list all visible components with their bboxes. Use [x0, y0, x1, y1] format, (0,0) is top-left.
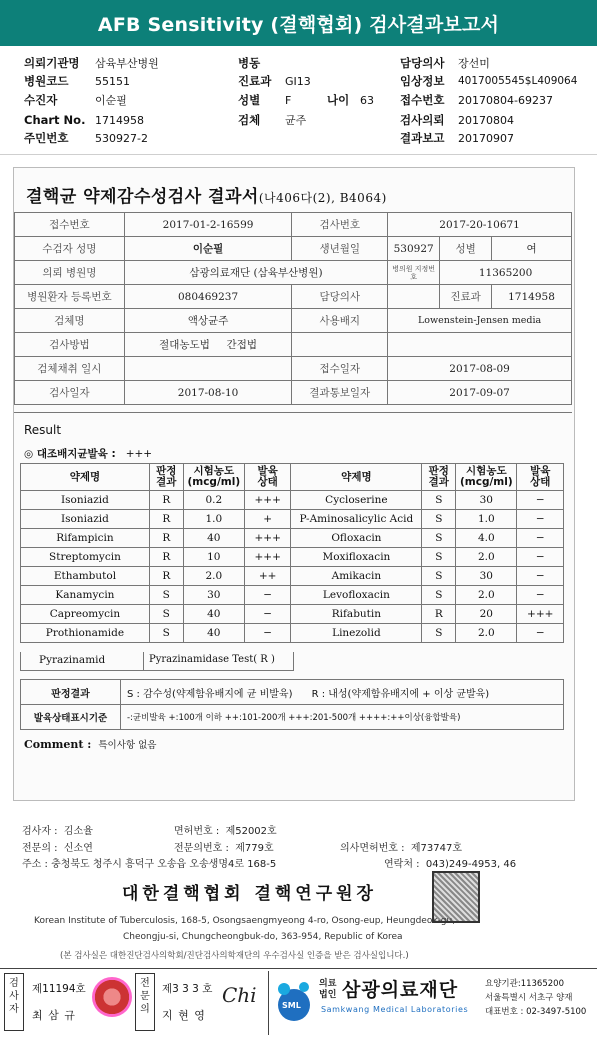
cell: 성별 [440, 237, 492, 261]
drug-result: S [422, 567, 456, 586]
brand-name: 삼광의료재단 [342, 979, 459, 1001]
specialist-license-value: 제779호 [235, 843, 274, 854]
cell: 검사일자 [15, 381, 125, 405]
drug-result: S [422, 586, 456, 605]
chart-value: 1714958 [95, 114, 144, 127]
comment [24, 737, 156, 751]
drug-name: Isoniazid [21, 491, 150, 510]
drug-concentration: 40 [183, 624, 244, 643]
spec-vertical-text: 전문의 [140, 978, 150, 1015]
drug-name: Linezolid [291, 624, 422, 643]
brand-address: 서울특별시 서초구 양재 [485, 993, 573, 1003]
specialist-license-line [174, 839, 274, 854]
drug-concentration: 2.0 [456, 548, 517, 567]
pyrazinamid-row [20, 652, 294, 671]
drug-name: Rifampicin [21, 529, 150, 548]
drug-growth: ++ [244, 567, 290, 586]
drug-result: R [149, 529, 183, 548]
col-judge-2: 결과 [156, 476, 177, 488]
examiner-vertical-label [4, 973, 24, 1031]
judge-s: S : 감수성(약제함유배지에 균 비발육) [127, 688, 293, 700]
specialist-line [22, 839, 93, 854]
cell: Lowenstein-Jensen media [388, 309, 572, 333]
address-label: 주소 : [22, 859, 48, 870]
cell: 진료과 [440, 285, 492, 309]
col-growth-2col [517, 464, 564, 491]
specialist-name: 신소연 [63, 843, 93, 854]
drug-concentration: 30 [456, 567, 517, 586]
table-row [21, 510, 564, 529]
cell: 여 [492, 237, 572, 261]
legend-table [20, 679, 564, 730]
pyr-name: Pyrazinamid [39, 654, 106, 666]
col-judge-2col [422, 464, 456, 491]
brand-corp-1: 의료 [319, 979, 337, 989]
cell [292, 333, 388, 357]
drug-growth: − [517, 567, 564, 586]
cell: 2017-20-10671 [388, 213, 572, 237]
drug-result: S [422, 624, 456, 643]
col-conc-1b: 시험농도 [466, 465, 507, 477]
col-judge [149, 464, 183, 491]
judge-r: R : 내성(약제함유배지에 + 이상 균발육) [311, 688, 490, 700]
code-label: 병원코드 [24, 74, 69, 88]
cell: 검사방법 [15, 333, 125, 357]
table-row [15, 237, 572, 261]
drug-result: S [149, 586, 183, 605]
age-label: 나이 [327, 93, 350, 107]
drug-concentration: 2.0 [183, 567, 244, 586]
drug-name: Cycloserine [291, 491, 422, 510]
col-drug-2: 약제명 [291, 464, 422, 491]
drug-result: R [422, 605, 456, 624]
drug-name: Amikacin [291, 567, 422, 586]
doc-title [26, 182, 387, 207]
code-value: 55151 [95, 75, 130, 88]
drug-growth: − [244, 624, 290, 643]
address-value: 충청북도 청주시 흥덕구 오송읍 오송생명4로 168-5 [51, 859, 277, 870]
cell [124, 357, 292, 381]
table-row [21, 567, 564, 586]
footer [0, 968, 597, 1039]
patient-value: 이순필 [95, 94, 127, 107]
table-row [15, 357, 572, 381]
judge-label: 판정결과 [21, 680, 121, 705]
institute-name: 대한결핵협회 결핵연구원장 [122, 884, 377, 904]
chart-label: Chart No. [24, 113, 86, 127]
cell: 병원환자 등록번호 [15, 285, 125, 309]
table-row [15, 285, 572, 309]
drug-name: Kanamycin [21, 586, 150, 605]
cell: 검체채취 일시 [15, 357, 125, 381]
header-table [14, 212, 572, 405]
drug-result: S [422, 510, 456, 529]
cell: 사용배지 [292, 309, 388, 333]
drug-name: Moxifloxacin [291, 548, 422, 567]
pyr-test: Pyrazinamidase Test( R ) [149, 654, 275, 665]
doctor-license-value: 제73747호 [410, 843, 463, 854]
cell: 2017-01-2-16599 [124, 213, 292, 237]
specialist-name: 지 현 영 [162, 1009, 206, 1022]
drug-name: P-Aminosalicylic Acid [291, 510, 422, 529]
report-title-bar [0, 0, 597, 46]
drug-growth: +++ [244, 529, 290, 548]
examiner-name: 최 삼 규 [32, 1009, 76, 1022]
col-growth-2: 상태 [257, 476, 278, 488]
col-judge-1: 판정 [156, 465, 177, 477]
comment-label: Comment : [24, 738, 92, 751]
resident-label: 주민번호 [24, 131, 69, 145]
result-title: Result [24, 423, 62, 437]
control-label: ◎ 대조배지균발육 : [24, 448, 116, 460]
examiner-number: 제11194호 [32, 983, 86, 995]
clinical-label: 임상정보 [400, 74, 445, 88]
cell: 2017-08-09 [388, 357, 572, 381]
hospital-value: 삼육부산병원 [95, 57, 159, 70]
comment-value: 특이사항 없음 [98, 740, 157, 751]
drug-growth: +++ [244, 491, 290, 510]
col-conc [183, 464, 244, 491]
institute-address-en-1: Korean Institute of Tuberculosis, 168-5, Osongsaengmyeong 4-ro, Osong-eup, Heungdeok-gu, [34, 916, 456, 926]
control-value: +++ [125, 448, 153, 460]
table-row [21, 491, 564, 510]
specialist-signature: Chi [222, 983, 257, 1007]
drug-concentration: 20 [456, 605, 517, 624]
drug-name: Capreomycin [21, 605, 150, 624]
drug-concentration: 1.0 [183, 510, 244, 529]
col-growth-1: 발육 [257, 465, 278, 477]
drug-concentration: 10 [183, 548, 244, 567]
result-section [14, 412, 572, 801]
license-value: 제52002호 [225, 826, 277, 837]
doc-title-code: (나406다(2), B4064) [258, 191, 387, 205]
drug-concentration: 2.0 [456, 624, 517, 643]
doctor-value: 장선미 [458, 57, 490, 70]
divider [143, 652, 144, 670]
method-2: 간접법 [226, 339, 257, 351]
drug-result: S [422, 548, 456, 567]
drug-result: S [149, 605, 183, 624]
table-row [21, 680, 564, 705]
drug-growth: − [244, 586, 290, 605]
cell: 검체명 [15, 309, 125, 333]
doc-title-main: 결핵균 약제감수성검사 결과서 [26, 187, 259, 207]
dept-value: GI13 [285, 75, 311, 88]
cell: 수검자 성명 [15, 237, 125, 261]
drug-growth: − [517, 529, 564, 548]
sml-logo-icon [272, 977, 316, 1027]
cell: 의뢰 병원명 [15, 261, 125, 285]
drug-concentration: 1.0 [456, 510, 517, 529]
sml-text: SML [282, 1001, 301, 1010]
dept-label: 진료과 [238, 74, 272, 88]
cell: 080469237 [124, 285, 292, 309]
drug-rows [21, 491, 564, 643]
clinical-value: 4017005545$L409064 [458, 75, 578, 87]
method-1: 절대농도법 [159, 339, 210, 351]
table-row [15, 381, 572, 405]
receipt-label: 접수번호 [400, 93, 445, 107]
col-drug: 약제명 [21, 464, 150, 491]
cell: 생년월일 [292, 237, 388, 261]
col-growth-1b: 발육 [530, 465, 551, 477]
table-row [21, 605, 564, 624]
drug-concentration: 40 [183, 605, 244, 624]
drug-name: Ethambutol [21, 567, 150, 586]
drug-name: Prothionamide [21, 624, 150, 643]
drug-growth: + [244, 510, 290, 529]
hospital-label: 의뢰기관명 [24, 56, 80, 70]
cell: 접수일자 [292, 357, 388, 381]
table-row [21, 705, 564, 730]
doctor-license-line [340, 839, 462, 854]
specimen-label: 검체 [238, 113, 261, 127]
specialist-label: 전문의 : [22, 843, 58, 854]
brand-code: 요양기관:11365200 [485, 979, 564, 989]
judge-values [121, 680, 564, 705]
col-conc-2b: (mcg/ml) [459, 476, 513, 488]
drug-result: S [422, 529, 456, 548]
examiner-label: 검사자 : [22, 826, 58, 837]
receipt-value: 20170804-69237 [458, 94, 553, 107]
cell: 병의원 지정번호 [388, 261, 440, 285]
drug-name: Streptomycin [21, 548, 150, 567]
drug-growth: +++ [244, 548, 290, 567]
cell: 담당의사 [292, 285, 388, 309]
examiner-name: 김소율 [63, 826, 93, 837]
drug-concentration: 30 [183, 586, 244, 605]
cell: 액상균주 [124, 309, 292, 333]
table-row [15, 309, 572, 333]
growth-label: 발육상태표시기준 [21, 705, 121, 730]
col-judge-2b: 결과 [428, 476, 449, 488]
drug-growth: − [244, 605, 290, 624]
drug-result: R [149, 510, 183, 529]
specialist-vertical-label [135, 973, 155, 1031]
address-line [22, 855, 276, 870]
drug-growth: +++ [517, 605, 564, 624]
tel-label: 연락처 : [384, 859, 420, 870]
cell: 검사번호 [292, 213, 388, 237]
sensitivity-table [20, 463, 564, 643]
request-label: 검사의뢰 [400, 113, 445, 127]
ward-label: 병동 [238, 56, 261, 70]
table-row [15, 213, 572, 237]
drug-concentration: 30 [456, 491, 517, 510]
drug-growth: − [517, 586, 564, 605]
report-value: 20170907 [458, 132, 514, 145]
request-value: 20170804 [458, 114, 514, 127]
col-conc-2: (mcg/ml) [187, 476, 241, 488]
drug-name: Rifabutin [291, 605, 422, 624]
cell [388, 285, 440, 309]
brand-corp-2: 법인 [319, 990, 337, 1000]
drug-result: S [149, 624, 183, 643]
doctor-label: 담당의사 [400, 56, 445, 70]
drug-name: Ofloxacin [291, 529, 422, 548]
drug-result: R [149, 548, 183, 567]
brand-corp [319, 979, 336, 1001]
exam-vertical-text: 검사자 [9, 978, 19, 1015]
drug-concentration: 0.2 [183, 491, 244, 510]
cell: 530927 [388, 237, 440, 261]
drug-growth: − [517, 510, 564, 529]
examiner-stamp-icon [92, 977, 132, 1017]
accreditation-note: (본 검사실은 대한진단검사의학회/진단검사의학재단의 우수검사실 인증을 받은 검사실입니다.) [60, 951, 409, 961]
drug-concentration: 4.0 [456, 529, 517, 548]
col-judge-1b: 판정 [428, 465, 449, 477]
specimen-value: 균주 [285, 114, 307, 127]
col-conc-2col [456, 464, 517, 491]
growth-value: -:균비발육 +:100개 이하 ++:101-200개 +++:201-500개 ++++:++이상(융합발육) [121, 705, 564, 730]
col-growth [244, 464, 290, 491]
license-line [174, 822, 277, 837]
cell: 접수번호 [15, 213, 125, 237]
drug-result: R [149, 567, 183, 586]
table-row [21, 529, 564, 548]
table-row [21, 586, 564, 605]
age-value: 63 [360, 94, 374, 107]
table-row [21, 624, 564, 643]
control-growth [24, 446, 152, 461]
drug-growth: − [517, 491, 564, 510]
table-row [21, 548, 564, 567]
drug-growth: − [517, 548, 564, 567]
brand-english: Samkwang Medical Laboratories [321, 1005, 469, 1014]
cell [124, 333, 292, 357]
cell: 11365200 [440, 261, 572, 285]
tel-value: 043)249-4953, 46 [425, 859, 517, 870]
drug-growth: − [517, 624, 564, 643]
examiner-line [22, 822, 93, 837]
divider [268, 971, 269, 1035]
cell: 1714958 [492, 285, 572, 309]
brand-contact [485, 977, 595, 1019]
cell: 이순필 [124, 237, 292, 261]
scanned-report [13, 167, 575, 801]
sex-value: F [285, 94, 292, 107]
table-header-row [21, 464, 564, 491]
col-conc-1: 시험농도 [193, 465, 235, 477]
tel-line [384, 855, 516, 870]
report-title: AFB Sensitivity (결핵협회) 검사결과보고서 [97, 13, 500, 36]
resident-value: 530927-2 [95, 132, 148, 145]
brand-phone: 대표번호 : 02-3497-5100 [485, 1007, 587, 1017]
drug-result: S [422, 491, 456, 510]
col-growth-2b: 상태 [530, 476, 551, 488]
cell [388, 333, 572, 357]
drug-concentration: 40 [183, 529, 244, 548]
sex-label: 성별 [238, 93, 261, 107]
license-label: 면허번호 : [174, 826, 220, 837]
specialist-license-label: 전문의번호 : [174, 843, 229, 854]
drug-result: R [149, 491, 183, 510]
report-label: 결과보고 [400, 131, 445, 145]
drug-name: Isoniazid [21, 510, 150, 529]
cell: 2017-08-10 [124, 381, 292, 405]
drug-name: Levofloxacin [291, 586, 422, 605]
doctor-license-label: 의사면허번호 : [340, 843, 405, 854]
drug-concentration: 2.0 [456, 586, 517, 605]
patient-label: 수진자 [24, 93, 58, 107]
table-row [15, 261, 572, 285]
cell: 결과통보일자 [292, 381, 388, 405]
specialist-number: 제3 3 3 호 [162, 983, 213, 995]
table-row [15, 333, 572, 357]
cell: 2017-09-07 [388, 381, 572, 405]
cell: 삼광의료재단 (삼육부산병원) [124, 261, 387, 285]
divider [0, 154, 597, 155]
institute-address-en-2: Cheongju-si, Chungcheongbuk-do, 363-954, Republic of Korea [123, 932, 403, 942]
